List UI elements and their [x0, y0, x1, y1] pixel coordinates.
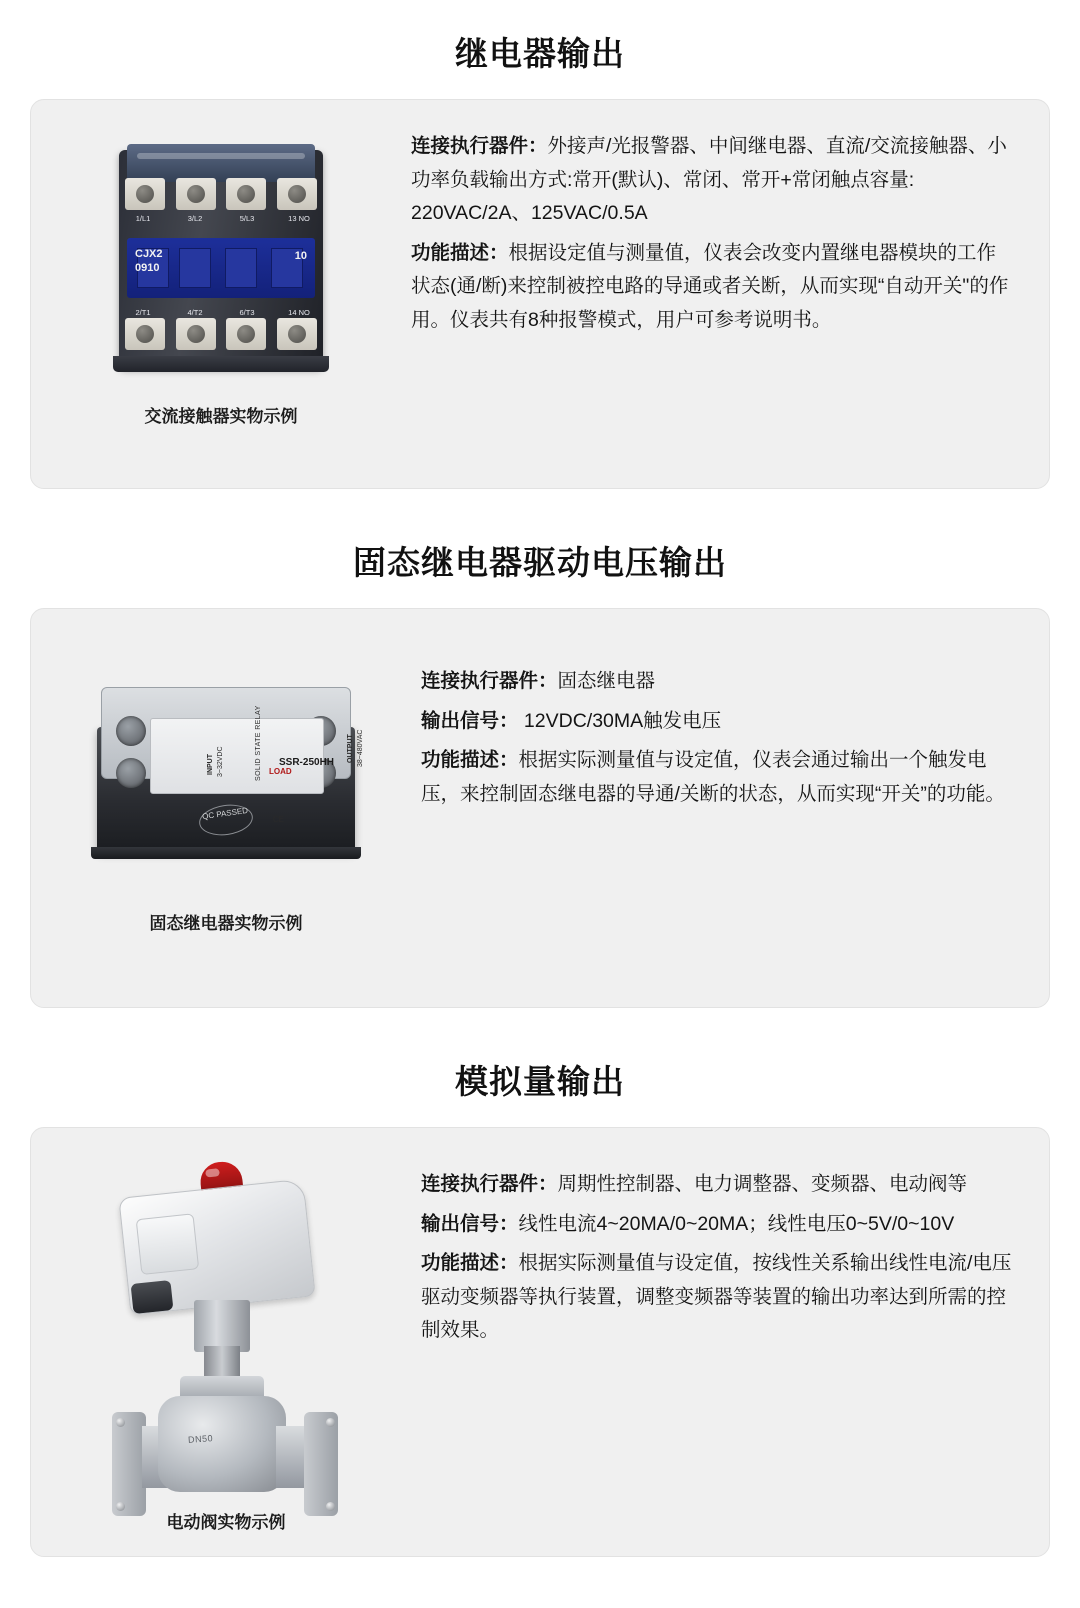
ssr-output-label: OUTPUT — [347, 734, 354, 763]
terminal-block — [277, 178, 317, 210]
contactor-model-label — [135, 248, 163, 276]
terminal-block — [277, 318, 317, 350]
spec-card-analog-output — [30, 1127, 1050, 1557]
valve-flange-bolt — [326, 1418, 335, 1427]
valve-flange-bolt — [326, 1502, 335, 1511]
ssr-base-foot — [91, 847, 361, 859]
spec-paragraph-function — [421, 744, 1015, 811]
contactor-model-line2: 0910 — [135, 261, 160, 274]
spec-paragraph-output-signal — [421, 705, 1015, 739]
spec-label-function: 功能描述： — [411, 241, 509, 264]
spec-paragraph-connect-device — [421, 665, 1015, 699]
section-title-ssr-output: 固态继电器驱动电压输出 — [353, 544, 727, 581]
terminal-block — [125, 178, 165, 210]
spec-label-output-signal: 输出信号： — [421, 1212, 519, 1235]
card-media-contactor — [31, 100, 411, 427]
contactor-top-band — [127, 144, 315, 182]
valve-size-tag: DN50 — [187, 1433, 214, 1445]
spec-label-function: 功能描述： — [421, 749, 519, 772]
card-media-ssr — [31, 609, 421, 934]
contactor-top-terminal-row — [125, 178, 317, 212]
ssr-load-label: LOAD — [269, 767, 292, 776]
card-body-analog-output — [421, 1128, 1049, 1380]
contactor-model-line1: CJX2 — [135, 248, 163, 260]
electric-valve-illustration — [76, 1150, 376, 1500]
spec-text-connect-device: 周期性控制器、电力调整器、变频器、电动阀等 — [557, 1173, 968, 1195]
spec-text-connect-device: 固态继电器 — [557, 670, 656, 692]
spec-paragraph-output-signal — [421, 1208, 1015, 1242]
spec-text-function: 根据实际测量值与设定值，按线性关系输出线性电流/电压驱动变频器等执行装置，调整变频器等装置的输出功率达到所需的控制效果。 — [421, 1252, 1012, 1342]
terminal-block — [226, 318, 266, 350]
spec-label-connect-device: 连接执行器件： — [411, 135, 548, 157]
spec-label-output-signal: 输出信号： — [421, 709, 519, 732]
contactor-aux-label: 10 — [294, 250, 307, 262]
terminal-label: 4/T2 — [187, 308, 203, 317]
spec-text-output-signal: 12VDC/30MA触发电压 — [518, 709, 722, 732]
ssr-input-label: INPUT — [207, 754, 214, 775]
terminal-block — [226, 178, 266, 210]
ssr-qc-passed-stamp: QC PASSED — [197, 801, 255, 838]
ssr-ce-mark: CE — [273, 815, 285, 824]
ac-contactor-illustration — [101, 130, 341, 388]
section-relay-output — [0, 0, 1080, 489]
spec-paragraph-function — [421, 1247, 1015, 1348]
caption-ssr: 固态继电器实物示例 — [149, 914, 303, 933]
contactor-bottom-terminal-row — [125, 318, 317, 352]
valve-flange-bolt — [116, 1418, 125, 1427]
spec-paragraph-connect-device — [421, 1168, 1015, 1202]
section-ssr-output — [0, 489, 1080, 1008]
ssr-relay-text: SOLID STATE RELAY — [255, 705, 262, 781]
terminal-label: 1/L1 — [135, 214, 151, 223]
contactor-bottom-terminal-labels — [123, 308, 319, 317]
spec-label-function: 功能描述： — [421, 1252, 519, 1275]
terminal-label: 14 NO — [288, 308, 310, 317]
spec-text-output-signal: 线性电流4~20MA/0~20MA；线性电压0~5V/0~10V — [518, 1212, 955, 1235]
terminal-block — [125, 318, 165, 350]
spec-text-connect-device: 外接声/光报警器、中间继电器、直流/交流接触器、小功率负载输出方式:常开(默认)、常闭、常开+常闭触点容量: 220VAC/2A、125VAC/0.5A — [411, 135, 1007, 225]
valve-flange-bolt — [116, 1502, 125, 1511]
contactor-top-terminal-labels — [123, 214, 319, 223]
spec-label-connect-device: 连接执行器件： — [421, 670, 558, 692]
spec-text-function: 根据设定值与测量值，仪表会改变内置继电器模块的工作状态(通/断)来控制被控电路的导通或者关断，从而实现“自动开关"的作用。仪表共有8种报警模式，用户可参考说明书。 — [411, 241, 1009, 331]
section-title-analog-output: 模拟量输出 — [455, 1063, 625, 1100]
section-analog-output — [0, 1008, 1080, 1557]
contactor-pole-square — [225, 248, 257, 288]
contactor-base — [113, 356, 329, 372]
ssr-screw-terminal — [116, 716, 146, 746]
ssr-input-range: 3~32VDC — [217, 746, 224, 777]
terminal-label: 6/T3 — [239, 308, 255, 317]
spec-text-function: 根据实际测量值与设定值，仪表会通过输出一个触发电压，来控制固态继电器的导通/关断的状态，从而实现“开关”的功能。 — [421, 749, 1005, 805]
valve-mounting-bracket — [194, 1300, 250, 1352]
spec-label-connect-device: 连接执行器件： — [421, 1173, 558, 1195]
terminal-label: 2/T1 — [135, 308, 151, 317]
card-media-valve — [31, 1128, 421, 1533]
solid-state-relay-illustration — [91, 665, 364, 875]
valve-ball-body — [158, 1396, 286, 1492]
valve-stem — [204, 1346, 240, 1380]
ssr-screw-terminal — [116, 758, 146, 788]
card-body-ssr-output — [421, 609, 1049, 843]
ssr-output-range: 38~480VAC — [357, 729, 364, 767]
spec-paragraph-function — [411, 237, 1015, 338]
valve-flange-left — [112, 1412, 146, 1516]
caption-valve: 电动阀实物示例 — [166, 1513, 286, 1532]
caption-contactor: 交流接触器实物示例 — [144, 407, 298, 426]
terminal-block — [176, 178, 216, 210]
spec-card-ssr-output — [30, 608, 1050, 1008]
ssr-model-label: SSR-250HH — [279, 757, 335, 768]
section-title-relay-output: 继电器输出 — [455, 35, 625, 72]
terminal-label: 3/L2 — [187, 214, 203, 223]
terminal-label: 13 NO — [288, 214, 310, 223]
spec-paragraph-connect-device — [411, 130, 1015, 231]
contactor-pole-square — [179, 248, 211, 288]
terminal-block — [176, 318, 216, 350]
card-body-relay-output — [411, 100, 1049, 369]
valve-flange-right — [304, 1412, 338, 1516]
terminal-label: 5/L3 — [239, 214, 255, 223]
valve-manual-knob — [131, 1280, 174, 1314]
spec-card-relay-output — [30, 99, 1050, 489]
